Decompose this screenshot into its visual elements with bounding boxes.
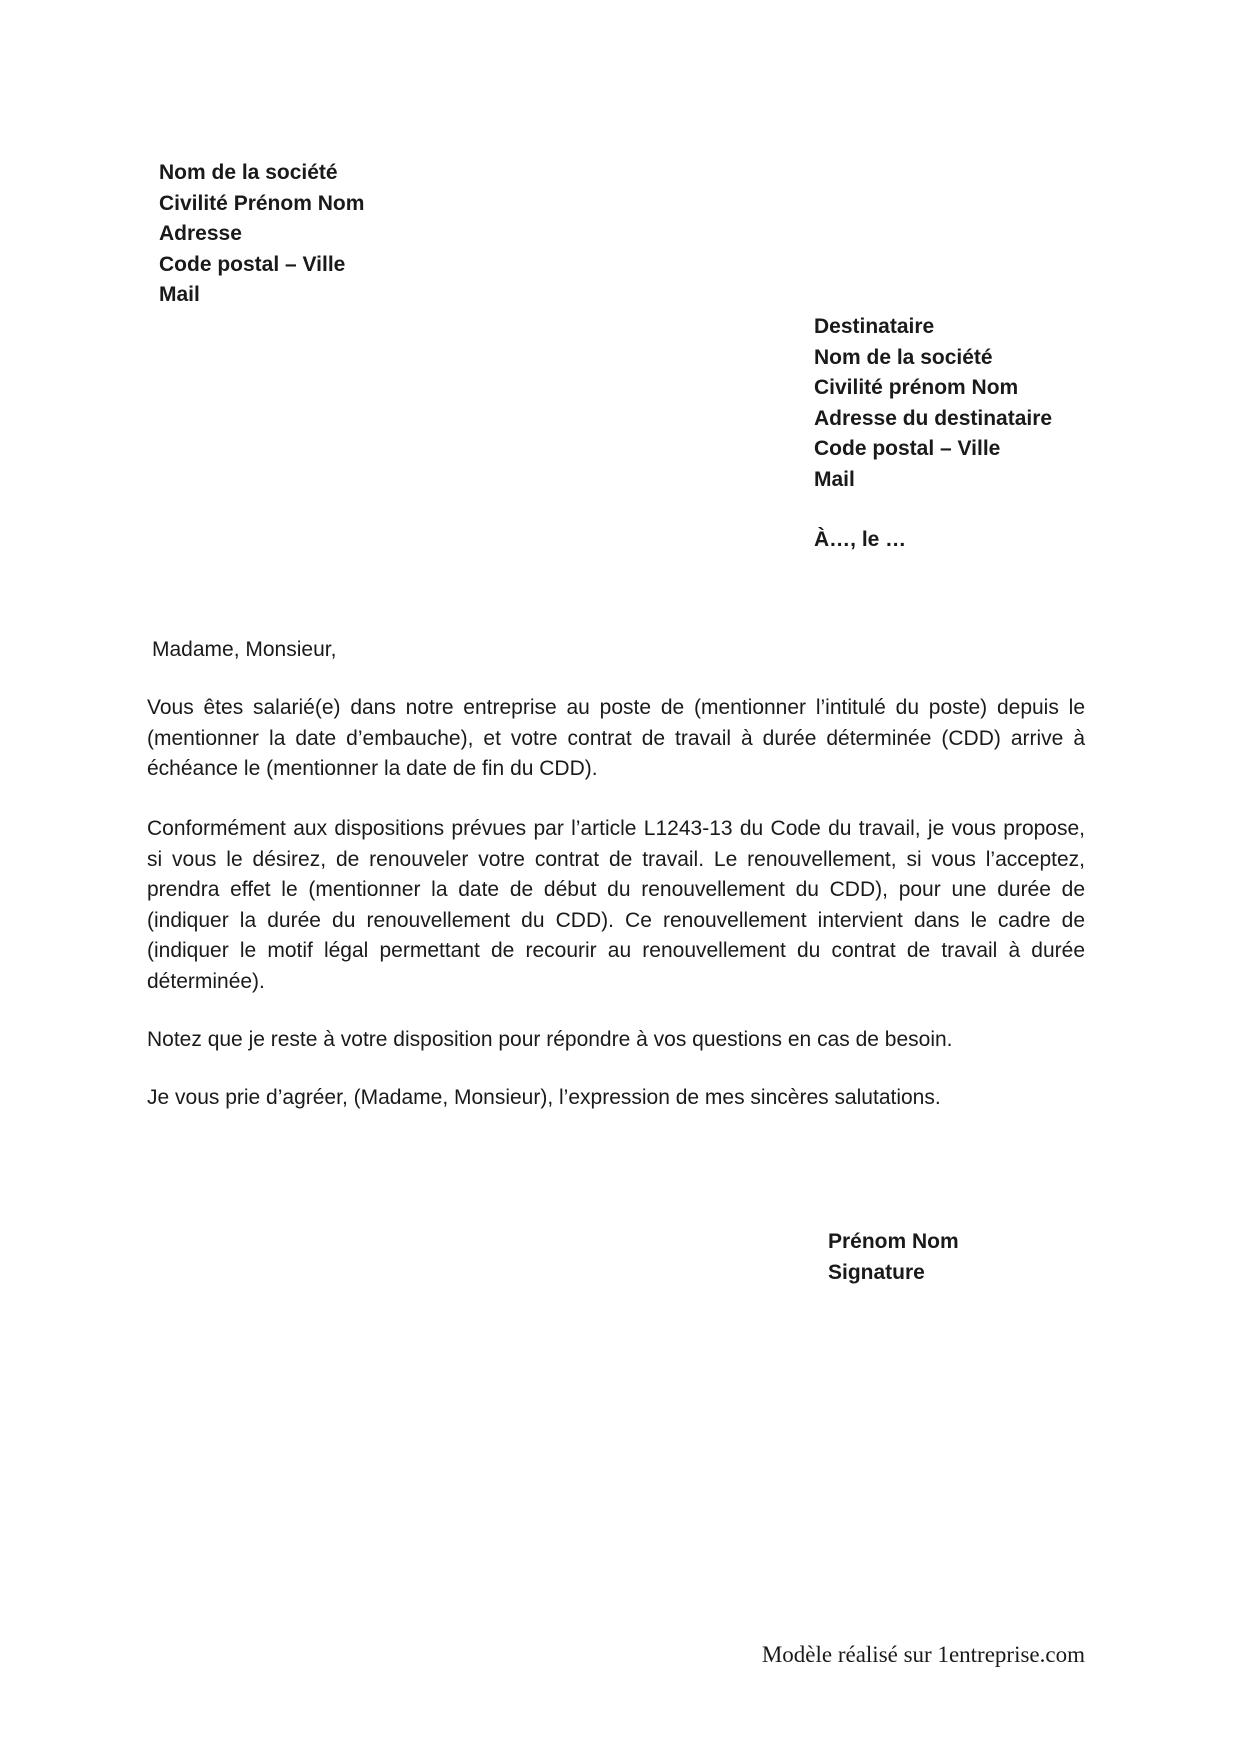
- sender-name: Civilité Prénom Nom: [159, 191, 365, 215]
- recipient-mail: Mail: [814, 467, 855, 491]
- sender-company: Nom de la société: [159, 161, 338, 184]
- paragraph-1: Vous êtes salarié(e) dans notre entreprise au poste de (mentionner l’intitulé du poste) depuis le (mentionner la date d’embauche), et votre contrat de travail à durée déterminée (CDD) arrive à échéance le (mentionner la date de fin du CDD).: [147, 696, 1085, 780]
- signature-name: Prénom Nom: [828, 1230, 959, 1253]
- recipient-block: [814, 312, 1052, 495]
- paragraph-2: Conformément aux dispositions prévues par l’article L1243-13 du Code du travail, je vous propose, si vous le désirez, de renouveler votre contrat de travail. Le renouvellement, si vous l’acceptez, prendra effet le (mentionner la date de début du renouvellement du CDD), pour une durée de (indiquer la durée du renouvellement du CDD). Ce renouvellement intervient dans le cadre de (indiquer le motif légal permettant de recourir au renouvellement du contrat de travail à durée déterminée).: [147, 817, 1085, 993]
- sender-address: Adresse: [159, 222, 242, 245]
- recipient-company: Nom de la société: [814, 345, 993, 369]
- paragraph-3: Notez que je reste à votre disposition pour répondre à vos questions en cas de besoin.: [147, 1028, 953, 1051]
- signature-block: [828, 1227, 959, 1288]
- salutation: Madame, Monsieur,: [152, 638, 337, 661]
- place-date: À…, le …: [814, 528, 907, 551]
- recipient-address: Adresse du destinataire: [814, 406, 1053, 430]
- paragraph-4: Je vous prie d’agréer, (Madame, Monsieur), l’expression de mes sincères salutations.: [147, 1086, 941, 1109]
- recipient-city: Code postal – Ville: [814, 437, 1001, 460]
- sender-mail: Mail: [159, 283, 200, 306]
- recipient-heading: Destinataire: [814, 315, 935, 338]
- signature-label: Signature: [828, 1260, 925, 1284]
- sender-block: [159, 158, 364, 311]
- sender-city: Code postal – Ville: [159, 252, 346, 276]
- recipient-name: Civilité prénom Nom: [814, 376, 1019, 399]
- footer-credit: Modèle réalisé sur 1entreprise.com: [761, 1642, 1085, 1667]
